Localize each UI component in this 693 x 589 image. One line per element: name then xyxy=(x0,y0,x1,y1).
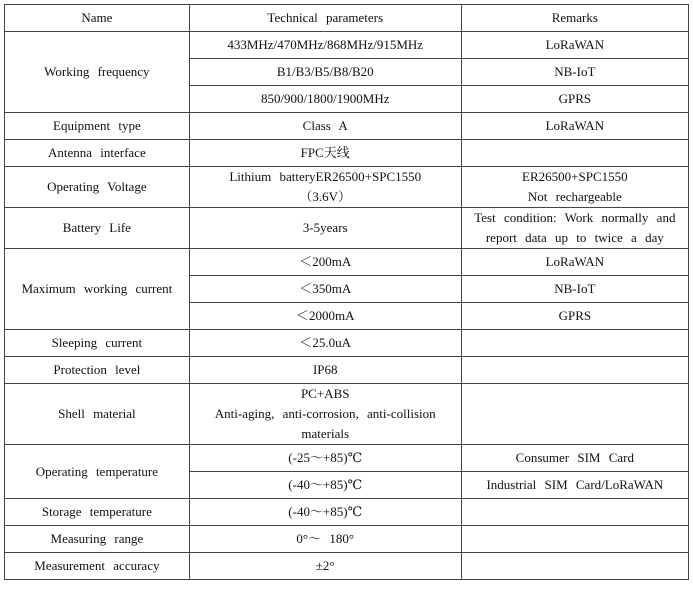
table-row xyxy=(5,384,689,445)
remark-cell xyxy=(461,553,688,580)
param-cell: B1/B3/B5/B8/B20 xyxy=(189,59,461,86)
param-cell: (-40～+85)℃ xyxy=(189,499,461,526)
remark-cell xyxy=(461,357,688,384)
table-row xyxy=(5,140,689,167)
table-row xyxy=(5,32,689,59)
row-name: Storage temperature xyxy=(5,499,190,526)
row-name: Equipment type xyxy=(5,113,190,140)
header-row xyxy=(5,5,689,32)
header-params: Technical parameters xyxy=(189,5,461,32)
table-row xyxy=(5,499,689,526)
param-cell: 433MHz/470MHz/868MHz/915MHz xyxy=(189,32,461,59)
param-cell: (-25～+85)℃ xyxy=(189,445,461,472)
table-row xyxy=(5,553,689,580)
table-row xyxy=(5,167,689,208)
remark-cell: NB-IoT xyxy=(461,276,688,303)
table-row xyxy=(5,249,689,276)
row-name: Operating temperature xyxy=(5,445,190,499)
remark-cell: NB-IoT xyxy=(461,59,688,86)
remark-cell: Consumer SIM Card xyxy=(461,445,688,472)
table-row xyxy=(5,208,689,249)
table-row xyxy=(5,526,689,553)
param-cell: PC+ABS Anti-aging, anti-corrosion, anti-collision materials xyxy=(189,384,461,445)
row-name: Measuring range xyxy=(5,526,190,553)
param-cell: 0°～ 180° xyxy=(189,526,461,553)
remark-cell: LoRaWAN xyxy=(461,113,688,140)
remark-cell: Industrial SIM Card/LoRaWAN xyxy=(461,472,688,499)
param-cell: IP68 xyxy=(189,357,461,384)
row-name: Maximum working current xyxy=(5,249,190,330)
param-cell: 850/900/1800/1900MHz xyxy=(189,86,461,113)
row-name: Protection level xyxy=(5,357,190,384)
param-cell: ＜25.0uA xyxy=(189,330,461,357)
table-row xyxy=(5,330,689,357)
row-name: Working frequency xyxy=(5,32,190,113)
param-cell: (-40～+85)℃ xyxy=(189,472,461,499)
row-name: Operating Voltage xyxy=(5,167,190,208)
header-remarks: Remarks xyxy=(461,5,688,32)
remark-cell xyxy=(461,330,688,357)
remark-cell: Test condition: Work normally and report data up to twice a day xyxy=(461,208,688,249)
row-name: Battery Life xyxy=(5,208,190,249)
header-name: Name xyxy=(5,5,190,32)
table-row xyxy=(5,445,689,472)
param-cell: 3-5years xyxy=(189,208,461,249)
remark-cell: GPRS xyxy=(461,303,688,330)
param-cell: ＜2000mA xyxy=(189,303,461,330)
table-row xyxy=(5,357,689,384)
param-cell: ＜200mA xyxy=(189,249,461,276)
remark-cell xyxy=(461,526,688,553)
remark-cell xyxy=(461,140,688,167)
remark-cell xyxy=(461,499,688,526)
param-cell: ±2° xyxy=(189,553,461,580)
remark-cell: LoRaWAN xyxy=(461,249,688,276)
spec-table xyxy=(4,4,689,580)
param-cell: Class A xyxy=(189,113,461,140)
row-name: Sleeping current xyxy=(5,330,190,357)
row-name: Antenna interface xyxy=(5,140,190,167)
param-cell: ＜350mA xyxy=(189,276,461,303)
row-name: Shell material xyxy=(5,384,190,445)
remark-cell: GPRS xyxy=(461,86,688,113)
remark-cell: LoRaWAN xyxy=(461,32,688,59)
param-cell: FPC天线 xyxy=(189,140,461,167)
remark-cell: ER26500+SPC1550 Not rechargeable xyxy=(461,167,688,208)
table-row xyxy=(5,113,689,140)
row-name: Measurement accuracy xyxy=(5,553,190,580)
remark-cell xyxy=(461,384,688,445)
param-cell: Lithium batteryER26500+SPC1550 （3.6V） xyxy=(189,167,461,208)
